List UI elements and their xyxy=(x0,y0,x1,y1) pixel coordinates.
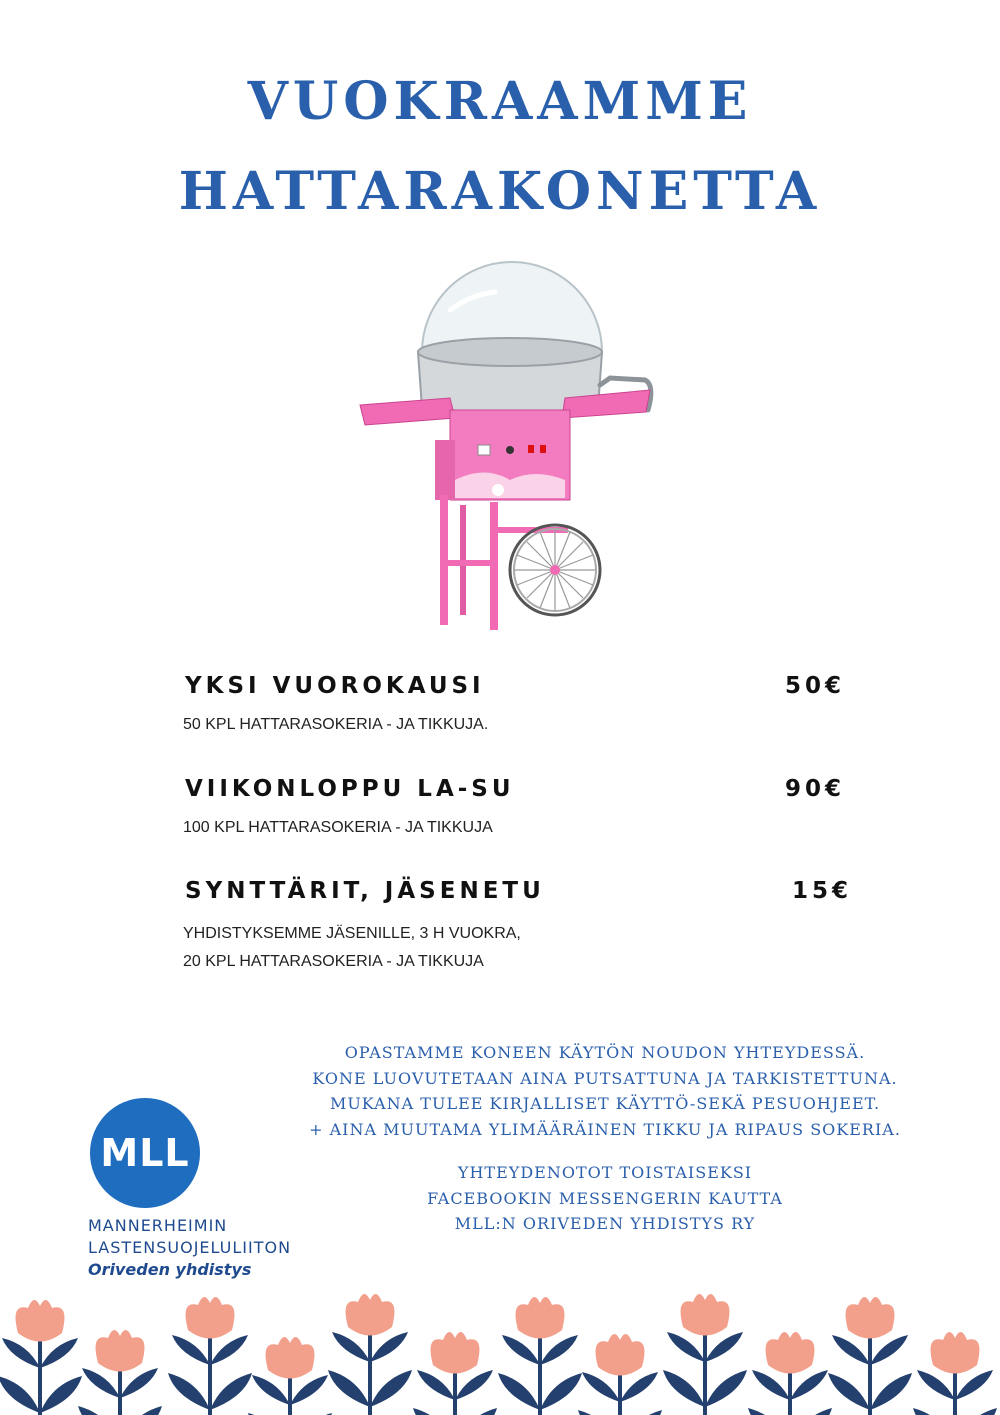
item-title: VIIKONLOPPU LA-SU xyxy=(185,776,515,802)
item-title: SYNTTÄRIT, JÄSENETU xyxy=(185,878,545,904)
flower-border-icon xyxy=(0,1290,1000,1415)
info-line: OPASTAMME KONEEN KÄYTÖN NOUDON YHTEYDESSÄ. xyxy=(344,1043,866,1062)
contact-line: MLL:N ORIVEDEN YHDISTYS RY xyxy=(454,1214,756,1233)
contact-line: FACEBOOKIN MESSENGERIN KAUTTA xyxy=(427,1188,783,1208)
contact-text xyxy=(280,1160,930,1237)
mll-logo: MLL xyxy=(90,1098,200,1208)
logo-text-line-2: LASTENSUOJELULIITON xyxy=(88,1238,292,1257)
item-price: 15€ xyxy=(792,878,853,904)
info-line: MUKANA TULEE KIRJALLISET KÄYTTÖ-SEKÄ PESUOHJEET. xyxy=(329,1094,881,1113)
item-price: 50€ xyxy=(785,673,846,699)
logo-subtitle: Oriveden yhdistys xyxy=(88,1260,252,1279)
info-line: + AINA MUUTAMA YLIMÄÄRÄINEN TIKKU JA RIPAUS SOKERIA. xyxy=(309,1119,901,1139)
item-description: 20 KPL HATTARASOKERIA - JA TIKKUJA xyxy=(183,953,484,970)
info-text xyxy=(280,1040,930,1142)
contact-line: YHTEYDENOTOT TOISTAISEKSI xyxy=(457,1163,753,1182)
title-line-1: VUOKRAAMME xyxy=(247,71,753,132)
item-description: 100 KPL HATTARASOKERIA - JA TIKKUJA xyxy=(183,819,493,836)
cotton-candy-machine-icon xyxy=(310,240,710,650)
info-line: KONE LUOVUTETAAN AINA PUTSATTUNA JA TARKISTETTUNA. xyxy=(312,1068,898,1088)
item-price: 90€ xyxy=(785,776,846,802)
logo-text-line-1: MANNERHEIMIN xyxy=(88,1216,228,1235)
item-description: YHDISTYKSEMME JÄSENILLE, 3 H VUOKRA, xyxy=(183,925,521,942)
item-description: 50 KPL HATTARASOKERIA - JA TIKKUJA. xyxy=(183,716,489,733)
item-title: YKSI VUOROKAUSI xyxy=(185,673,485,699)
title-line-2: HATTARAKONETTA xyxy=(178,161,822,222)
